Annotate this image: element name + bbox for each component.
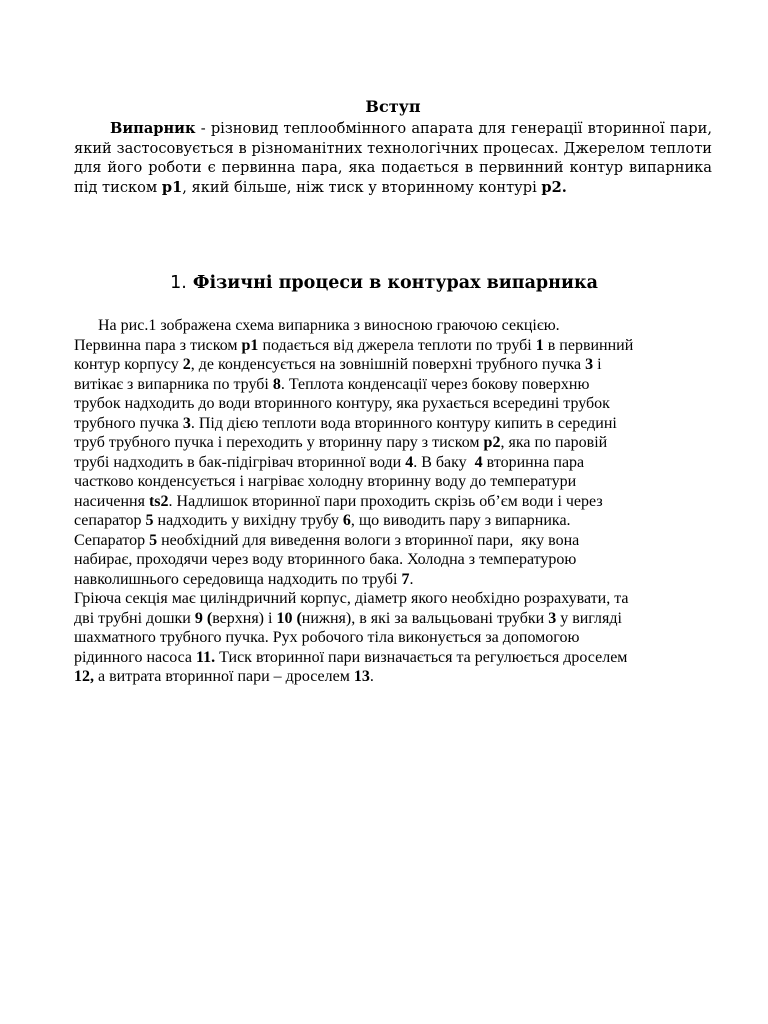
body-bold-ref: 3 [585,356,594,373]
intro-p1: p1 [161,179,183,197]
body-bold-ref: 3 [182,414,191,432]
intro-text: , який більше, ніж тиск у вторинному контурі [182,179,542,197]
body-line [74,667,724,687]
body-bold-ref: p1 [241,336,259,354]
intro-title: Вступ [365,97,421,116]
body-line [74,433,724,453]
body-bold-ref: 10 ( [276,609,302,627]
body-line [74,355,724,375]
body-text: рідинного насоса [74,648,196,666]
body-bold-ref: 6 [342,512,351,529]
body-bold-ref: ts2 [148,492,169,510]
body-text: нижня), в які за вальцьовані трубки [301,609,549,627]
body-text: . [369,668,374,685]
body-text: Тиск вторинної пари визначається та регулюється дроселем [215,648,628,666]
body-text: навколишнього середовища надходить по трубі [74,570,402,588]
body-bold-ref: 3 [548,609,557,627]
body-line [74,472,724,492]
body-line [74,648,724,668]
body-bold-ref: 4 [474,453,483,471]
body-line [74,414,724,434]
body-line [74,550,724,570]
body-bold-ref: p2 [483,434,501,451]
body-text: і [593,356,602,373]
body-text: труб трубного пучка і переходить у вторинну пару з тиском [74,434,484,451]
body-text: трубок надходить до води вторинного контуру, яка рухається всередині трубок [74,395,610,412]
body-line [74,394,724,414]
body-text: шахматного трубного пучка. Рух робочого тіла виконується за допомогою [74,629,580,646]
body-text: трубного пучка [74,414,183,432]
body-text: . В баку [413,453,475,471]
body-text: , яка по паровій [500,434,608,451]
body-text: дві трубні дошки [74,609,195,627]
body-bold-ref: 9 ( [194,609,213,627]
body-line [74,453,724,473]
body-text: насичення [74,492,149,510]
intro-text: - різновид теплообмінного апарата для генерації вторинної пари, який застосовується в різноманітних технологічних процесах. Джерелом теплоти для його роботи є первинна пара, яка подається в первинний контур випарника під тиском [74,120,712,197]
body-line [74,511,724,531]
body-text: вторинна пара [482,453,585,471]
intro-term: Випарник [110,120,196,137]
section-title: Фізичні процеси в контурах випарника [192,273,598,293]
body-text: трубі надходить в бак-підігрівач вторинної води [74,453,406,471]
body-text: контур корпусу [74,356,183,373]
body-text: Сепаратор [74,531,150,549]
body-text: подається від джерела теплоти по трубі [258,336,536,354]
body-bold-ref: 1 [535,336,544,354]
body-bold-ref: 5 [149,531,158,549]
body-text: . Надлишок вторинної пари проходить скрізь об’єм води і через [168,492,603,510]
body-text: витікає з випарника по трубі [74,375,273,393]
body-text: необхідний для виведення вологи з вторинної пари, яку вона [157,531,580,549]
body-line [74,628,724,648]
body-text: . Під дією теплоти вода вторинного контуру кипить в середині [190,414,617,432]
body-text: в первинний [543,336,634,354]
body-text: частково конденсується і нагріває холодну вторинну воду до температури [74,473,577,490]
body-bold-ref: 8 [272,375,281,393]
section-number: 1. [170,273,187,293]
body-text: , де конденсується на зовнішній поверхні трубного пучка [190,356,586,373]
body-text: у вигляді [556,609,622,627]
body-line [74,336,724,356]
intro-paragraph [74,119,712,198]
section-heading [0,271,768,295]
body-text: . Теплота конденсації через бокову поверхню [280,375,590,393]
body-text: Гріюча секція має циліндричний корпус, діаметр якого необхідно розрахувати, та [74,590,629,607]
intro-p2: p2. [541,179,567,197]
body-bold-ref: 12, [74,668,94,685]
body-line [74,609,724,629]
body-bold-ref: 5 [145,512,154,529]
body-line [74,316,724,336]
body-bold-ref: 11. [196,648,216,666]
body-text: верхня) і [212,609,277,627]
body-bold-ref: 13 [353,668,370,685]
body-text: . [409,570,414,588]
body-line [74,531,724,551]
body-bold-ref: 4 [405,453,414,471]
body-text: а витрата вторинної пари – дроселем [94,668,354,685]
body-text: Первинна пара з тиском [74,336,242,354]
body-line [74,570,724,590]
body-line [74,589,724,609]
body-line [74,375,724,395]
body-line [74,492,724,512]
body-bold-ref: 7 [401,570,410,588]
body-text: сепаратор [74,512,146,529]
body-text: надходить у вихідну трубу [153,512,343,529]
section-body [74,316,724,687]
body-text: На рис.1 зображена схема випарника з виносною граючою секцією. [74,317,560,334]
body-bold-ref: 2 [182,356,191,373]
body-text: набирає, проходячи через воду вторинного бака. Холодна з температурою [74,551,577,568]
body-text: , що виводить пару з випарника. [350,512,571,529]
